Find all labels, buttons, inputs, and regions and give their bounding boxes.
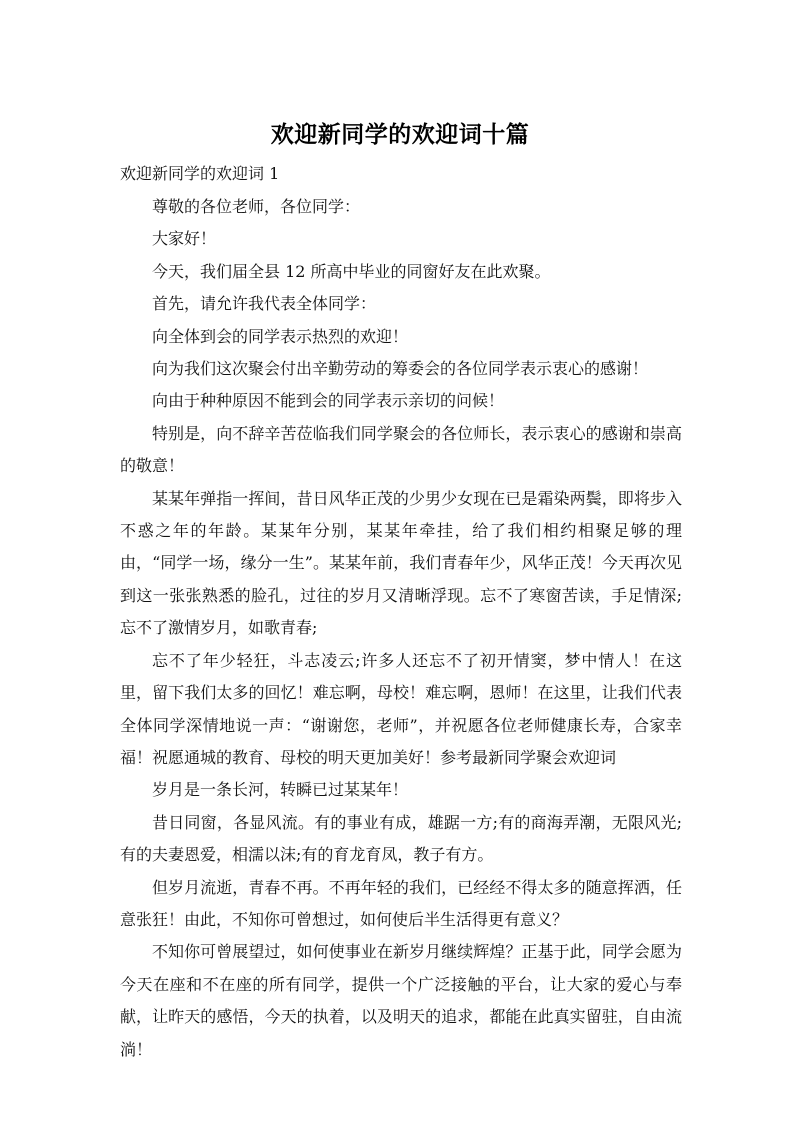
- paragraph: 岁月是一条长河，转瞬已过某某年！: [152, 780, 409, 800]
- paragraph: 向全体到会的同学表示热烈的欢迎！: [152, 326, 409, 346]
- paragraph: 忘不了年少轻狂，斗志凌云;许多人还忘不了初开情窦，梦中情人！在这里，留下我们太多的回忆！难忘啊，母校！难忘啊，恩师！在这里，让我们代表全体同学深情地说一声：“谢谢您，老师”，并祝愿各位老师健康长寿，合家幸福！祝愿通城的教育、母校的明天更加美好！参考最新同学聚会欢迎词: [120, 650, 682, 767]
- paragraph: 首先，请允许我代表全体同学：: [152, 294, 377, 314]
- paragraph: 特别是，向不辞辛苦莅临我们同学聚会的各位师长，表示衷心的感谢和崇高的敬意！: [120, 423, 682, 476]
- paragraph: 某某年弹指一挥间，昔日风华正茂的少男少女现在已是霜染两鬓，即将步入不惑之年的年龄。某某年分别，某某年牵挂，给了我们相约相聚足够的理由，“同学一场，缘分一生”。某某年前，我们青春年少，风华正茂！今天再次见到这一张张熟悉的脸孔，过往的岁月又清晰浮现。忘不了寒窗苦读，手足情深;忘不了激情岁月，如歌青春;: [120, 488, 682, 638]
- paragraph: 向为我们这次聚会付出辛勤劳动的筹委会的各位同学表示衷心的感谢！: [152, 359, 649, 379]
- paragraph-salutation: 尊敬的各位老师，各位同学：: [152, 197, 361, 216]
- paragraph: 但岁月流逝，青春不再。不再年轻的我们，已经经不得太多的随意挥洒，任意张狂！由此，不知你可曾想过，如何使后半生活得更有意义？: [120, 877, 682, 929]
- paragraph: 昔日同窗，各显风流。有的事业有成，雄踞一方;有的商海弄潮，无限风光;有的夫妻恩爱，相濡以沫;有的育龙育凤，教子有方。: [120, 812, 682, 865]
- paragraph-greeting: 大家好！: [152, 229, 217, 249]
- section-heading: 欢迎新同学的欢迎词 1: [120, 164, 280, 183]
- paragraph: 今天，我们届全县 12 所高中毕业的同窗好友在此欢聚。: [152, 261, 551, 281]
- paragraph: 不知你可曾展望过，如何使事业在新岁月继续辉煌？正基于此，同学会愿为今天在座和不在座的所有同学，提供一个广泛接触的平台，让大家的爱心与奉献，让昨天的感悟，今天的执着，以及明天的追求，都能在此真实留驻，自由流淌！: [120, 942, 682, 1059]
- paragraph: 向由于种种原因不能到会的同学表示亲切的问候！: [152, 391, 505, 411]
- document-body: [120, 191, 682, 1066]
- page-title: 欢迎新同学的欢迎词十篇: [270, 122, 530, 148]
